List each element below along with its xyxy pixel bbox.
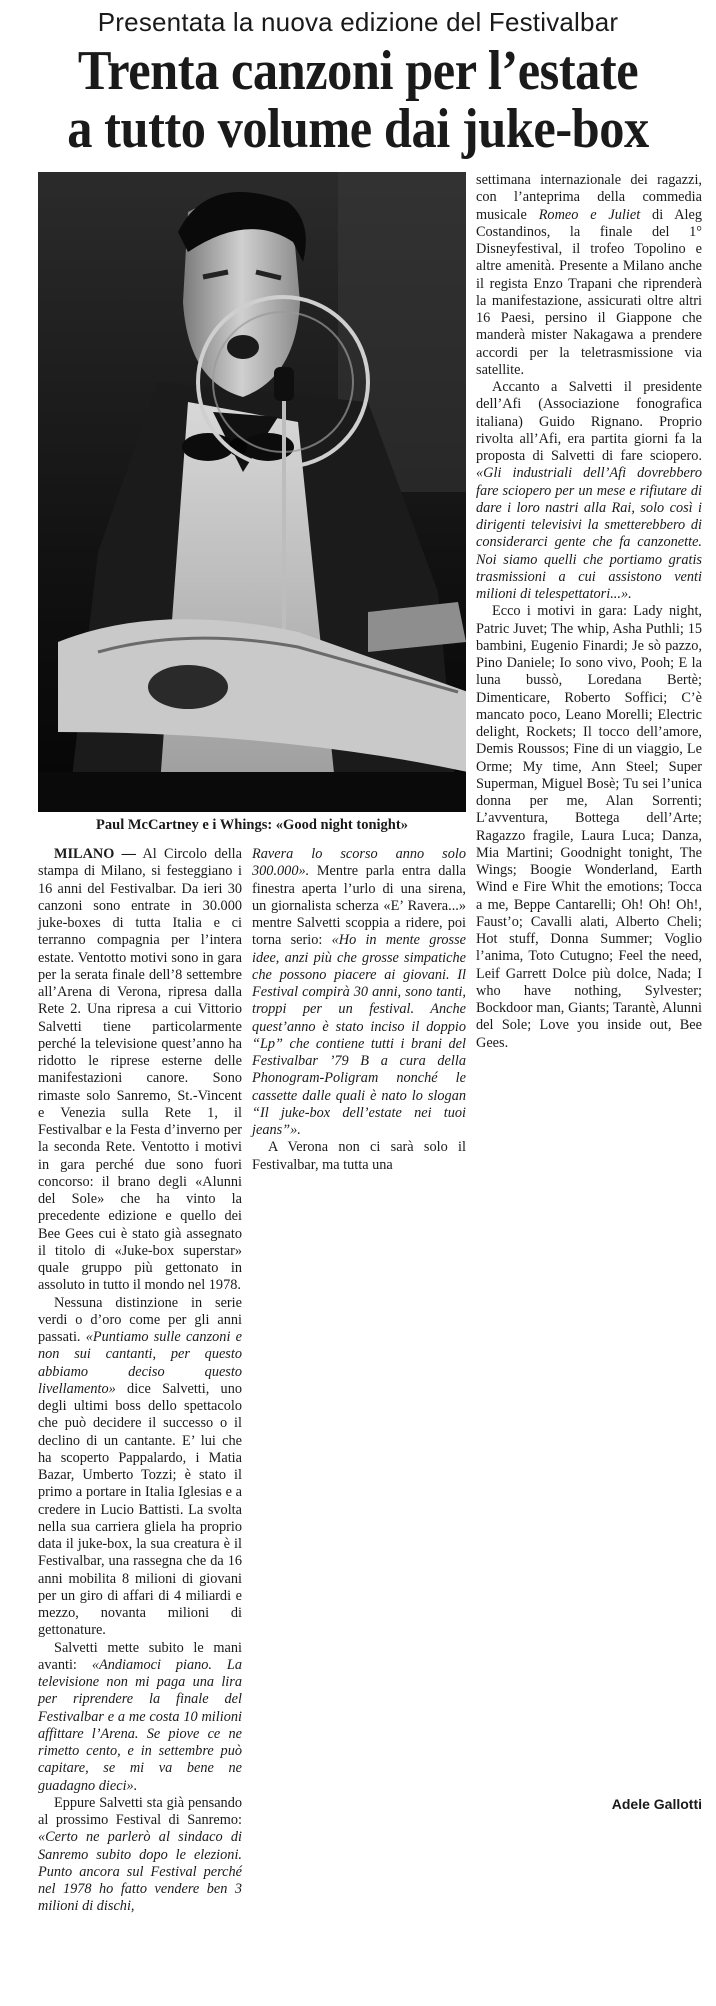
col1-paragraph-1 xyxy=(38,846,242,1295)
col2-quote-1: Ravera lo scorso anno solo 300.000». xyxy=(252,846,466,880)
kicker: Presentata la nuova edizione del Festivalbar xyxy=(97,7,619,37)
headline-line-1: Trenta canzoni per l’estate xyxy=(77,40,639,102)
col3-quote-2: «Gli industriali dell’Afi dovrebbero fare sciopero per un mese e rifiutare di dare i loro nastri alla Rai, solo così i dirigenti televisivi la smetterebbero di considerarci gente che fa canzonette. Noi siamo quelli che portiamo gratis trasmissioni a cui assistono venti milioni di telespettatori...». xyxy=(476,465,702,602)
col3-show-title: Romeo e Juliet xyxy=(538,206,641,223)
col1-paragraph-2 xyxy=(38,1295,242,1640)
col3-paragraph-3: Ecco i motivi in gara: Lady night, Patric Juvet; The whip, Asha Puthli; 15 bambini, Eugenio Finardi; Je sò pazzo, Pino Daniele; Io sono vivo, Pooh; E la luna bussò, Loredana Bertè; Dimenticare, Roberto Soffici; C’è mancato poco, Leano Morelli; Electric delight, Rockets; Il tocco dell’amore, Demis Roussos; Fine di un viaggio, Le Orme; My time, Ann Steel; Super Superman, Miguel Bosè; Tu sei l’unica donna per me, Alan Sorrenti; L’avventura, Bottega dell’Arte; Ragazzo fragile, Laura Luca; Danza, Mia Martini; Goodnight tonight, The Wings; Boogie Wonderland, Earth Wind e Fire Whit the emotions; Tocca a me, Beppe Cantarelli; Oh! Oh! Oh!, Faust’o; Cavalli alati, Alberto Cheli; Hot stuff, Donna Summer; Voglio l’anima, Toto Cutugno; Feel the need, Leif Garrett Dolce più dolce, Nada; I who have nothing, Sylvester; Bockdoor man, Giants; Tarantè, Alunni del Sole; Love you inside out, Bee Gees. xyxy=(476,603,702,1051)
col3-paragraph-2 xyxy=(476,379,702,603)
col3-paragraph-1 xyxy=(476,172,702,379)
col1-text-2a: Nessuna distinzione in serie verdi o d’oro come per gli anni passati. xyxy=(38,1294,242,1345)
col1-text-1: Al Circolo della stampa di Milano, si festeggiano i 16 anni del Festivalbar. Da ieri 30 canzoni sono entrate in 30.000 juke-boxes di tutta Italia e ci terranno compagnia per l’intera estate. Ventotto motivi sono in gara per la serata finale dell’8 settembre all’Arena di Verona, ripresa dalla Rete 2. Una ripresa a cui Vittorio Salvetti tiene particolarmente perché la televisione quest’anno ha ridotto le riprese esterne delle manifestazioni canore. Sono rimaste solo Sanremo, St.-Vincent e Venezia sulla Rete 1, il Festivalbar e la Festa d’inverno per la seconda Rete. Ventotto i motivi in gara perché due sono fuori concorso: il brano degli «Alunni del Sole» che ha vinto la precedente edizione e quello dei Bee Gees cui è stato già assegnato il titolo di «Juke-box superstar» quale gruppo più gettonato in assoluto in tutto il mondo nel 1978. xyxy=(38,846,242,1294)
col2-text-1: Mentre parla entra dalla finestra aperta l’urlo di una sirena, un giornalista scherza «E’ Ravera...» mentre Salvetti scoppia a ridere, poi torna serio: xyxy=(252,863,467,949)
col1-quote-2: «Puntiamo sulle canzoni e non sui cantanti, per questo abbiamo deciso questo livellamento» xyxy=(38,1329,242,1397)
col1-quote-4: «Certo ne parlerò al sindaco di Sanremo subito dopo le elezioni. Punto ancora sul Festival perché nel 1978 ho fatto vendere ben 3 milioni di dischi, xyxy=(38,1829,242,1915)
dateline: MILANO — xyxy=(54,846,136,862)
headline xyxy=(45,42,671,158)
author-signature: Adele Gallotti xyxy=(611,1796,702,1812)
photo-illustration xyxy=(38,172,466,812)
col1-quote-3: «Andiamoci piano. La televisione non mi paga una lira per riprendere la finale del Festivalbar e a me costa 10 milioni affittare l’Arena. Se piove ce ne rimetto cento, e in settembre può capitare, se mi va bene ne guadagno dieci». xyxy=(38,1656,242,1794)
col3-text-2a: Accanto a Salvetti il presidente dell’Afi (Associazione fonografica italiana) Guido Rignano. Proprio rivolta all’Afi, era partita giorni fa la proposta di Salvetti di fare sciopero. xyxy=(476,379,702,464)
photo-caption: Paul McCartney e i Whings: «Good night tonight» xyxy=(96,817,408,833)
col1-text-4a: Eppure Salvetti sta già pensando al prossimo Festival di Sanremo: xyxy=(38,1794,242,1828)
col1-paragraph-4 xyxy=(38,1795,242,1916)
article-photo xyxy=(38,172,466,812)
column-1 xyxy=(38,846,242,1916)
col1-text-2b: dice Salvetti, uno degli ultimi boss dello spettacolo che può decidere il successo o il declino di un cantante. E’ lui che ha scoperto Pappalardo, i Matia Bazar, Umberto Tozzi; è stato il primo a portare in Italia Iglesias e a credere in Lucio Battisti. La svolta nella sua carriera gliela ha proprio data il juke-box, la sua creatura è il Festivalbar, una rassegna che da 16 anni mobilita 8 milioni di giovani per un giro di affari di 4 miliardi e mezzo, novanta milioni di gettonature. xyxy=(38,1380,242,1639)
col1-paragraph-3 xyxy=(38,1640,242,1795)
column-3 xyxy=(476,172,702,1052)
col3-text-1b: di Aleg Costandinos, la finale del 1° Disneyfestival, il trofeo Topolino e altre amenità. Presente a Milano anche il regista Enzo Trapani che riprenderà la manifestazione, assicurati oltre altri 16 Paesi, persino il Giappone che manderà mister Nakagawa a prendere accordi per la teletrasmissione via satellite. xyxy=(476,206,703,378)
col2-paragraph-2: A Verona non ci sarà solo il Festivalbar, ma tutta una xyxy=(252,1139,466,1173)
column-2 xyxy=(252,846,466,1174)
col2-paragraph-1 xyxy=(252,846,466,1139)
col3-text-1a: settimana internazionale dei ragazzi, con l’anteprima della commedia musicale xyxy=(476,172,702,223)
col2-quote-2: «Ho in mente grosse idee, anzi più che grosse simpatiche che possono piacere ai giovani. Il Festival compirà 30 anni, sono tanti, troppi per un festival. Anche quest’anno è stato inciso il doppio “Lp” che contiene tutti i brani del Festivalbar ’79 B a cura della Phonogram-Poligram nonché le cassette dalle quali è nato lo slogan “Il juke-box dell’estate nei tuoi jeans”». xyxy=(252,932,466,1138)
headline-line-2: a tutto volume dai juke-box xyxy=(67,98,649,160)
col1-text-3a: Salvetti mette subito le mani avanti: xyxy=(38,1639,242,1673)
